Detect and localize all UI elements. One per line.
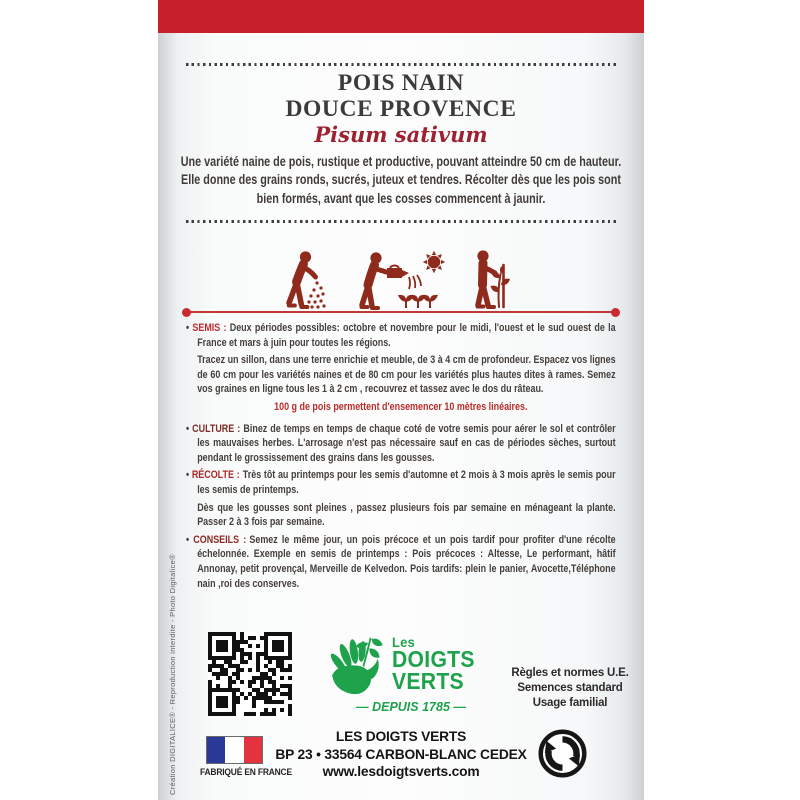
company-website: www.lesdoigtsverts.com: [322, 764, 480, 780]
section-recolte: [186, 468, 616, 497]
cert-line-2: Semences standard: [517, 682, 623, 694]
section-culture: [186, 422, 616, 466]
brand-logo: [330, 634, 482, 718]
french-flag-icon: [206, 736, 263, 769]
section-label-culture: CULTURE :: [192, 422, 241, 435]
title-line-1: POIS NAIN: [337, 70, 465, 96]
brand-name: [392, 636, 475, 692]
falling-seeds: [307, 281, 325, 308]
latin-name: Pisum sativum: [314, 122, 488, 147]
brand-les: Les: [392, 634, 416, 650]
bullet: •: [186, 469, 190, 482]
section-recolte-continued: Dès que les gousses sont pleines , passez plusieurs fois par semaine en ménageant la plante. Passer 2 à 3 fois par semaine.: [197, 501, 616, 529]
water-drops: [409, 275, 421, 289]
green-dot-recycling-icon: [538, 729, 587, 778]
bullet: •: [186, 533, 190, 546]
watering-gardener-icon: [356, 250, 448, 312]
cert-line-3: Usage familial: [532, 697, 608, 709]
section-text: Semez le même jour, un pois précoce et un pois tardif pour profiter d'une récolte échelonnée. Exemple en semis de printemps : Pois précoces : Altesse, Le performant, hâtif Annonay, petit provençal, Merveille de Kelvedon. Pois tardifs: plein le panier, Avocette,Téléphone nain ,roi des conserves.: [197, 533, 616, 590]
brand-verts: VERTS: [392, 667, 464, 694]
company-name: LES DOIGTS VERTS: [335, 729, 467, 744]
section-text: Deux périodes possibles: octobre et novembre pour le midi, l'ouest et le sud ouest de la France et mars à juin pour toutes les régions.: [197, 322, 616, 349]
made-in-france-label: FABRIQUÉ EN FRANCE: [200, 766, 292, 777]
brand-doigts: DOIGTS: [392, 646, 475, 672]
seedlings-icon: [398, 295, 438, 308]
top-red-band: [158, 0, 644, 33]
sowing-quantity-note: 100 g de pois permettent d'ensemencer 10 mètres linéaires.: [274, 400, 528, 413]
variety-description: Une variété naine de pois, rustique et productive, pouvant atteindre 50 cm de hauteur. Elle donne des grains ronds, sucrés, juteux et tendres. Récolter dès que les pois sont bien formés, avant que les cosses commencent à jaunir.: [180, 154, 622, 206]
dotted-separator-bottom: [186, 220, 616, 223]
company-address: BP 23 • 33564 CARBON-BLANC CEDEX: [275, 746, 527, 762]
staking-gardener-icon: [470, 248, 518, 312]
dotted-separator-top: [186, 63, 616, 66]
hand-with-leaves-icon: [330, 636, 388, 700]
title-block: [158, 70, 644, 147]
sowing-gardener-icon: [280, 250, 326, 312]
bullet: •: [186, 422, 190, 435]
section-text: Très tôt au printemps pour les semis d'automne et 2 mois à 3 mois après le semis pour les semis de printemps.: [197, 469, 616, 496]
instruction-sections: [186, 321, 616, 594]
section-label-recolte: RÉCOLTE :: [191, 469, 240, 482]
cert-line-1: Règles et normes U.E.: [511, 667, 629, 679]
section-semis-continued: Tracez un sillon, dans une terre enrichie et meuble, de 3 à 4 cm de profondeur. Espacez vos lignes de 60 cm pour les variétés naines et de 80 cm pour les variétés plus hautes dites à rames. Semez vos graines en ligne tous les 1 à 2 cm , recouvrez et tassez avec le dos du râteau.: [197, 354, 616, 396]
sun-icon: [423, 251, 445, 273]
section-text: Binez de temps en temps de chaque coté de votre semis pour aérer le sol et contrôler les mauvaises herbes. L'arrosage n'est pas nécessaire sauf en cas de périodes sèches, surtout pendant le grossissement des grains dans les gousses.: [197, 422, 616, 464]
section-label-conseils: CONSEILS :: [193, 533, 247, 546]
copyright-credits: Création DIGITALICE® - Reproduction interdite - Photo Digitalice®: [168, 554, 177, 795]
section-label-semis: SEMIS :: [192, 322, 227, 334]
qr-code: [208, 632, 292, 716]
brand-since: — DEPUIS 1785 —: [356, 700, 466, 714]
section-semis: [186, 321, 616, 350]
watering-can-icon: [387, 265, 409, 278]
title-line-2: DOUCE PROVENCE: [285, 96, 517, 122]
certification-text: [510, 666, 630, 711]
section-conseils: [186, 533, 616, 591]
timeline-line: [186, 311, 616, 313]
seed-packet-card: [158, 0, 644, 800]
bullet: •: [186, 322, 190, 334]
